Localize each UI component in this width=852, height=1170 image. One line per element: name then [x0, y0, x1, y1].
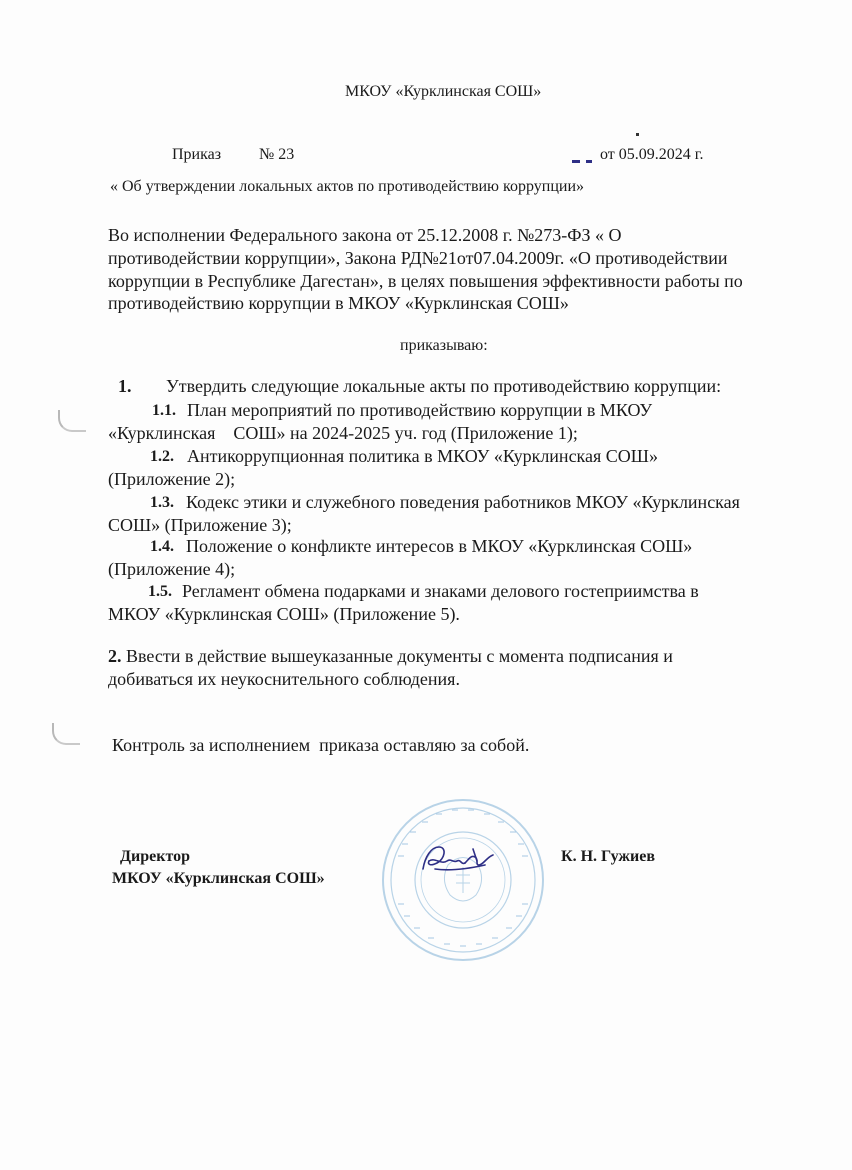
- subitem-number: 1.1.: [152, 402, 176, 419]
- punch-hole-mark: [58, 410, 86, 432]
- ink-mark: [586, 160, 592, 163]
- preamble-line: коррупции в Республике Дагестан», в целях повышения эффективности работы по: [108, 271, 743, 291]
- subitem-text: Кодекс этики и служебного поведения работников МКОУ «Курклинская: [186, 492, 740, 512]
- signatory-position: Директор: [120, 848, 190, 865]
- signatory-organization: МКОУ «Курклинская СОШ»: [112, 870, 325, 887]
- subitem-text: План мероприятий по противодействию коррупции в МКОУ: [187, 400, 653, 420]
- order-subject: « Об утверждении локальных актов по противодействию коррупции»: [110, 178, 585, 195]
- subitem-text: «Курклинская СОШ» на 2024-2025 уч. год (Приложение 1);: [108, 423, 578, 443]
- subitem-number: 1.3.: [150, 494, 174, 511]
- item-text: Утвердить следующие локальные акты по противодействию коррупции:: [166, 376, 722, 396]
- order-date: от 05.09.2024 г.: [600, 146, 704, 163]
- subitem-number: 1.4.: [150, 538, 174, 555]
- order-number: № 23: [259, 146, 295, 163]
- item-number: 1.: [118, 376, 132, 396]
- item2-line2: добиваться их неукоснительного соблюдения.: [108, 669, 460, 689]
- subitem-number: 1.5.: [148, 583, 172, 600]
- ink-mark: [636, 133, 639, 136]
- subitem-text: Положение о конфликте интересов в МКОУ «Курклинская СОШ»: [186, 536, 693, 556]
- subitem-text: МКОУ «Курклинская СОШ» (Приложение 5).: [108, 604, 460, 624]
- preamble-line: противодействию коррупции в МКОУ «Курклинская СОШ»: [108, 293, 569, 313]
- subitem-text: Регламент обмена подарками и знаками делового гостеприимства в: [182, 581, 699, 601]
- ink-mark: [572, 160, 580, 163]
- control-statement: Контроль за исполнением приказа оставляю за собой.: [112, 735, 530, 755]
- handwritten-signature: [415, 835, 505, 885]
- subitem-text: Антикоррупционная политика в МКОУ «Курклинская СОШ»: [187, 446, 658, 466]
- institution-header: МКОУ «Курклинская СОШ»: [345, 83, 542, 100]
- subitem-text: (Приложение 4);: [108, 559, 236, 579]
- item-text: Ввести в действие вышеуказанные документы с момента подписания и: [126, 646, 673, 666]
- decree-word: приказываю:: [400, 337, 488, 354]
- signatory-name: К. Н. Гужиев: [561, 848, 655, 865]
- preamble-line: противодействии коррупции», Закона РД№21от07.04.2009г. «О противодействии: [108, 248, 728, 268]
- order-label: Приказ: [172, 146, 222, 163]
- subitem-number: 1.2.: [150, 448, 174, 465]
- preamble-line: Во исполнении Федерального закона от 25.12.2008 г. №273-ФЗ « О: [108, 225, 622, 245]
- subitem-text: СОШ» (Приложение 3);: [108, 515, 292, 535]
- punch-hole-mark: [52, 723, 80, 745]
- item2-line1: [108, 646, 673, 667]
- subitem-text: (Приложение 2);: [108, 469, 236, 489]
- item-number: 2.: [108, 646, 122, 666]
